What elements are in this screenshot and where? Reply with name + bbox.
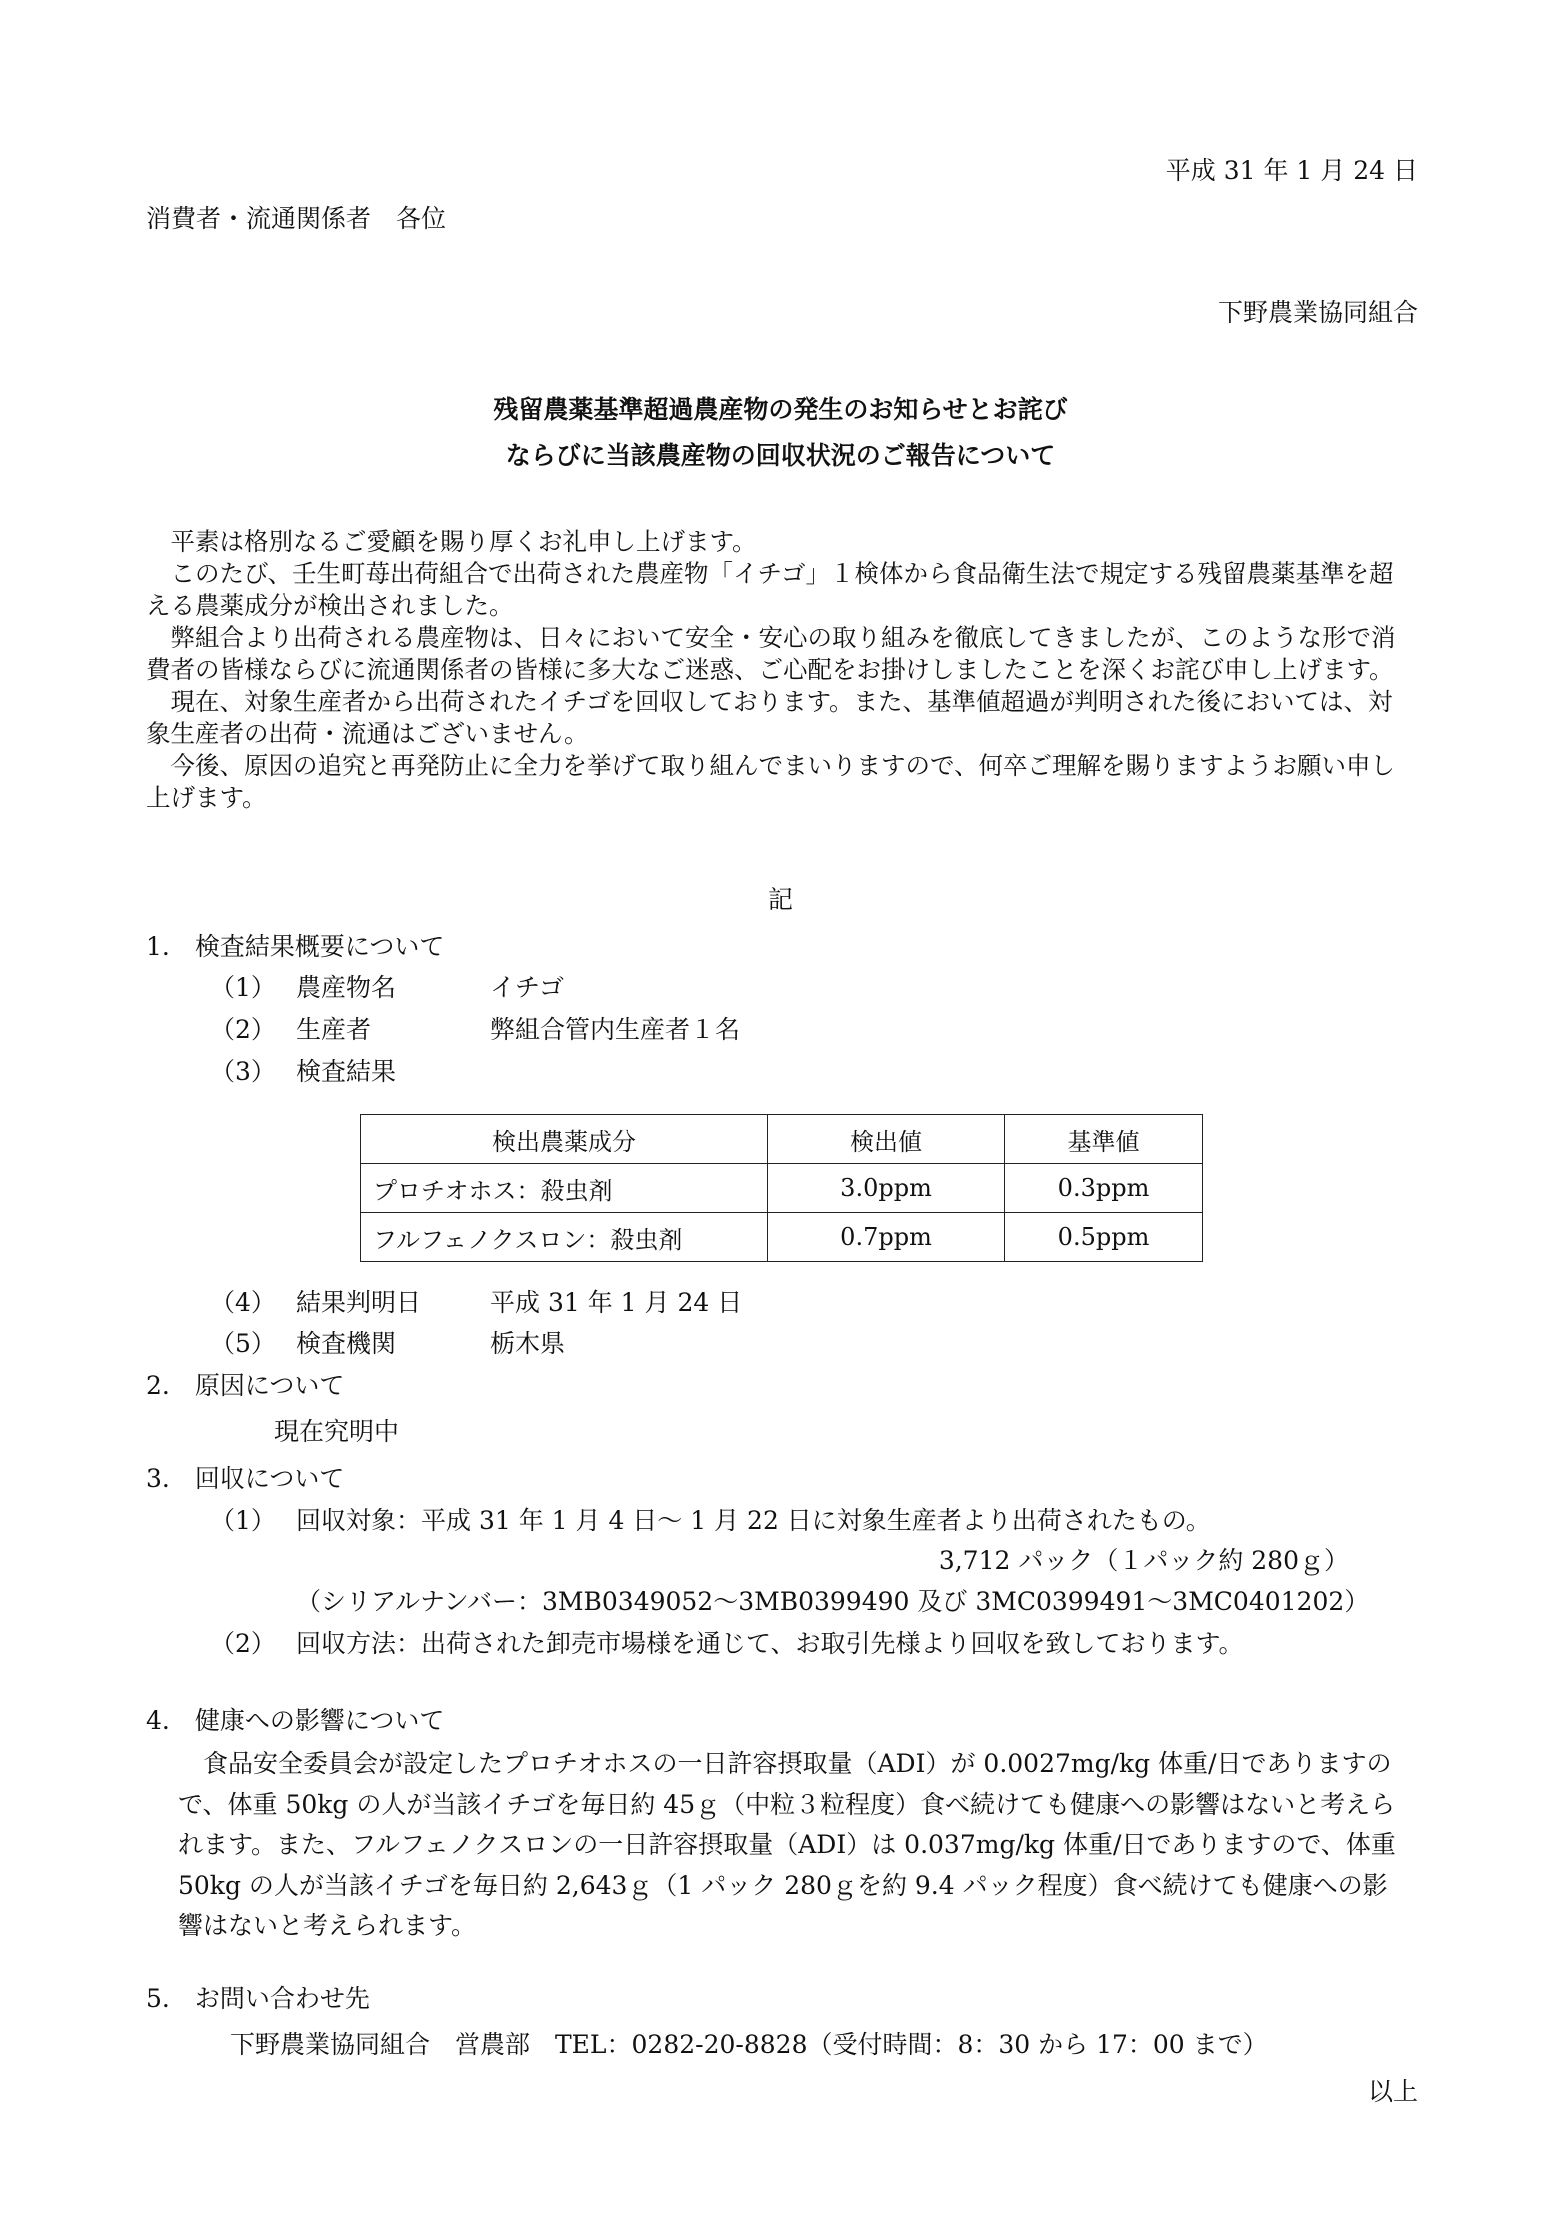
paragraph: 平素は格別なるご愛顧を賜り厚くお礼申し上げます。 (170, 527, 757, 556)
item-label: 農産物名 (296, 973, 397, 1002)
table-header: 検出値 (768, 1115, 1005, 1164)
table-header: 検出農薬成分 (361, 1115, 768, 1164)
recall-method-text: 回収方法：出荷された卸売市場様を通じて、お取引先様より回収を致しております。 (296, 1629, 1244, 1658)
item-number: （2） (210, 1015, 276, 1044)
cause-text: 現在究明中 (274, 1417, 400, 1446)
item-label: 検査結果 (296, 1057, 397, 1086)
item-value: イチゴ (490, 973, 565, 1002)
table-header: 基準値 (1005, 1115, 1203, 1164)
table-row (361, 1164, 1203, 1213)
closing-mark: 以上 (1367, 2077, 1418, 2106)
section-3-heading: 3. 回収について (146, 1464, 345, 1493)
body-text (146, 526, 1402, 814)
table-cell: 0.3ppm (1005, 1164, 1203, 1213)
recipient: 消費者・流通関係者 各位 (146, 204, 447, 233)
item-value: 栃木県 (490, 1329, 566, 1358)
document-title-line2: ならびに当該農産物の回収状況のご報告について (505, 441, 1056, 470)
serial-numbers: （シリアルナンバー：3MB0349052～3MB0399490 及び 3MC0399491～3MC0401202） (296, 1587, 1370, 1616)
contact-info: 下野農業協同組合 営農部 TEL：0282-20-8828（受付時間：8：30 から 17：00 まで） (230, 2030, 1268, 2059)
item-label: 結果判明日 (296, 1288, 422, 1317)
item-label: 生産者 (296, 1015, 372, 1044)
item-number: （1） (210, 973, 276, 1002)
item-number: （3） (210, 1057, 276, 1086)
item-number: （1） (210, 1506, 276, 1535)
sender-organization: 下野農業協同組合 (1217, 298, 1418, 327)
table-cell: 0.7ppm (768, 1213, 1005, 1262)
item-number: （4） (210, 1288, 276, 1317)
item-number: （5） (210, 1329, 276, 1358)
paragraph: このたび、壬生町苺出荷組合で出荷された農産物「イチゴ」１検体から食品衛生法で規定する残留農薬基準を超える農薬成分が検出されました。 (146, 559, 1394, 620)
recall-target-text: 回収対象：平成 31 年 1 月 4 日～ 1 月 22 日に対象生産者より出荷されたもの。 (296, 1506, 1211, 1535)
inspection-results-table (360, 1114, 1203, 1262)
table-cell: 3.0ppm (768, 1164, 1005, 1213)
health-impact-text (178, 1744, 1408, 1947)
paragraph: 弊組合より出荷される農産物は、日々において安全・安心の取り組みを徹底してきましたが、このような形で消費者の皆様ならびに流通関係者の皆様に多大なご迷惑、ご心配をお掛けしましたことを深くお詫び申し上げます。 (146, 623, 1396, 684)
table-cell: フルフェノクスロン：殺虫剤 (361, 1213, 768, 1262)
table-cell: プロチオホス：殺虫剤 (361, 1164, 768, 1213)
section-4-heading: 4. 健康への影響について (146, 1706, 445, 1735)
document-title-line1: 残留農薬基準超過農産物の発生のお知らせとお詫び (493, 395, 1068, 424)
ki-marker: 記 (767, 885, 793, 914)
paragraph: 食品安全委員会が設定したプロチオホスの一日許容摂取量（ADI）が 0.0027mg/kg 体重/日でありますので、体重 50kg の人が当該イチゴを毎日約 45ｇ（中粒３粒程度）食べ続けても健康への影響はないと考えられます。また、フルフェノクスロンの一日許容摂取量（ADI）は 0.037mg/kg 体重/日でありますので、体重 50kg の人が当該イチゴを毎日約 2,643ｇ（1 パック 280ｇを約 9.4 パック程度）食べ続けても健康への影響はないと考えられます。 (178, 1749, 1396, 1940)
table-row (361, 1213, 1203, 1262)
item-value: 平成 31 年 1 月 24 日 (490, 1288, 743, 1317)
table-cell: 0.5ppm (1005, 1213, 1203, 1262)
paragraph: 現在、対象生産者から出荷されたイチゴを回収しております。また、基準値超過が判明された後においては、対象生産者の出荷・流通はございません。 (146, 687, 1393, 748)
item-value: 弊組合管内生産者１名 (490, 1015, 741, 1044)
item-number: （2） (210, 1629, 276, 1658)
section-1-heading: 1. 検査結果概要について (146, 932, 445, 961)
document-date: 平成 31 年 1 月 24 日 (1165, 156, 1418, 185)
item-label: 検査機関 (296, 1329, 397, 1358)
table-header-row (361, 1115, 1203, 1164)
recall-quantity: 3,712 パック（１パック約 280ｇ） (938, 1546, 1349, 1575)
section-2-heading: 2. 原因について (146, 1371, 345, 1400)
section-5-heading: 5. お問い合わせ先 (146, 1984, 370, 2013)
paragraph: 今後、原因の追究と再発防止に全力を挙げて取り組んでまいりますので、何卒ご理解を賜りますようお願い申し上げます。 (146, 751, 1396, 812)
